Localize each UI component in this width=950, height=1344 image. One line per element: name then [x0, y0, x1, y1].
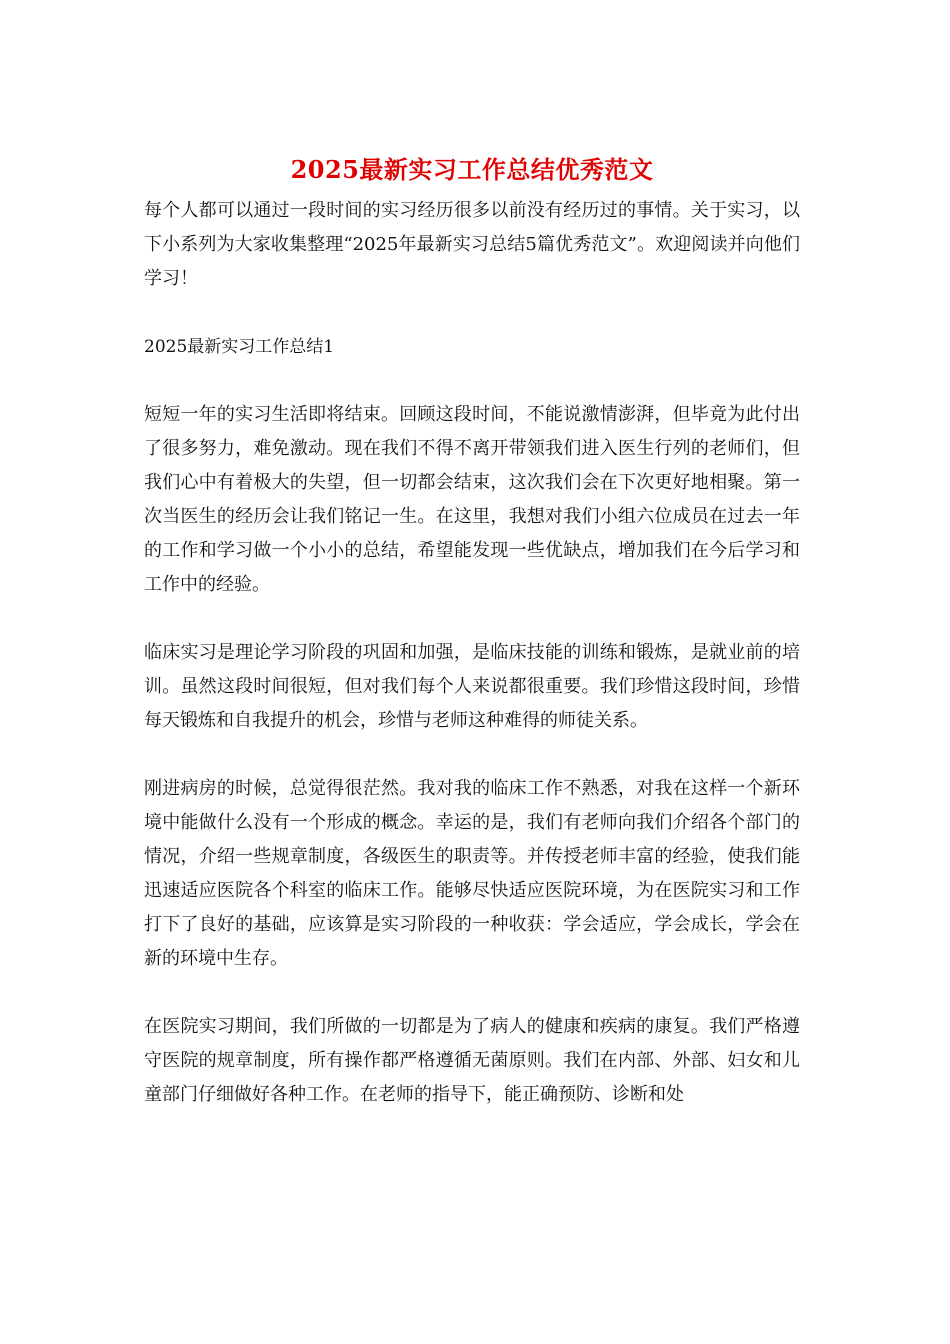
- body-paragraph-1: 短短一年的实习生活即将结束。回顾这段时间，不能说激情澎湃，但毕竟为此付出了很多努力，难免激动。现在我们不得不离开带领我们进入医生行列的老师们，但我们心中有着极大的失望，但一切都会结束，这次我们会在下次更好地相聚。第一次当医生的经历会让我们铭记一生。在这里，我想对我们小组六位成员在过去一年的工作和学习做一个小小的总结，希望能发现一些优缺点，增加我们在今后学习和工作中的经验。: [144, 404, 800, 595]
- body-paragraph-2: 临床实习是理论学习阶段的巩固和加强，是临床技能的训练和锻炼，是就业前的培训。虽然这段时间很短，但对我们每个人来说都很重要。我们珍惜这段时间，珍惜每天锻炼和自我提升的机会，珍惜与老师这种难得的师徒关系。: [144, 642, 800, 731]
- intro-paragraph: 每个人都可以通过一段时间的实习经历很多以前没有经历过的事情。关于实习，以下小系列为大家收集整理“2025年最新实习总结5篇优秀范文”。欢迎阅读并向他们学习！: [144, 200, 800, 289]
- document-title: 2025最新实习工作总结优秀范文: [290, 155, 654, 184]
- body-paragraph-4: 在医院实习期间，我们所做的一切都是为了病人的健康和疾病的康复。我们严格遵守医院的规章制度，所有操作都严格遵循无菌原则。我们在内部、外部、妇女和儿童部门仔细做好各种工作。在老师的指导下，能正确预防、诊断和处: [144, 1016, 800, 1105]
- body-paragraph-3: 刚进病房的时候，总觉得很茫然。我对我的临床工作不熟悉，对我在这样一个新环境中能做什么没有一个形成的概念。幸运的是，我们有老师向我们介绍各个部门的情况，介绍一些规章制度，各级医生的职责等。并传授老师丰富的经验，使我们能迅速适应医院各个科室的临床工作。能够尽快适应医院环境，为在医院实习和工作打下了良好的基础，应该算是实习阶段的一种收获：学会适应，学会成长，学会在新的环境中生存。: [144, 778, 800, 969]
- section-heading: 2025最新实习工作总结1: [144, 337, 335, 357]
